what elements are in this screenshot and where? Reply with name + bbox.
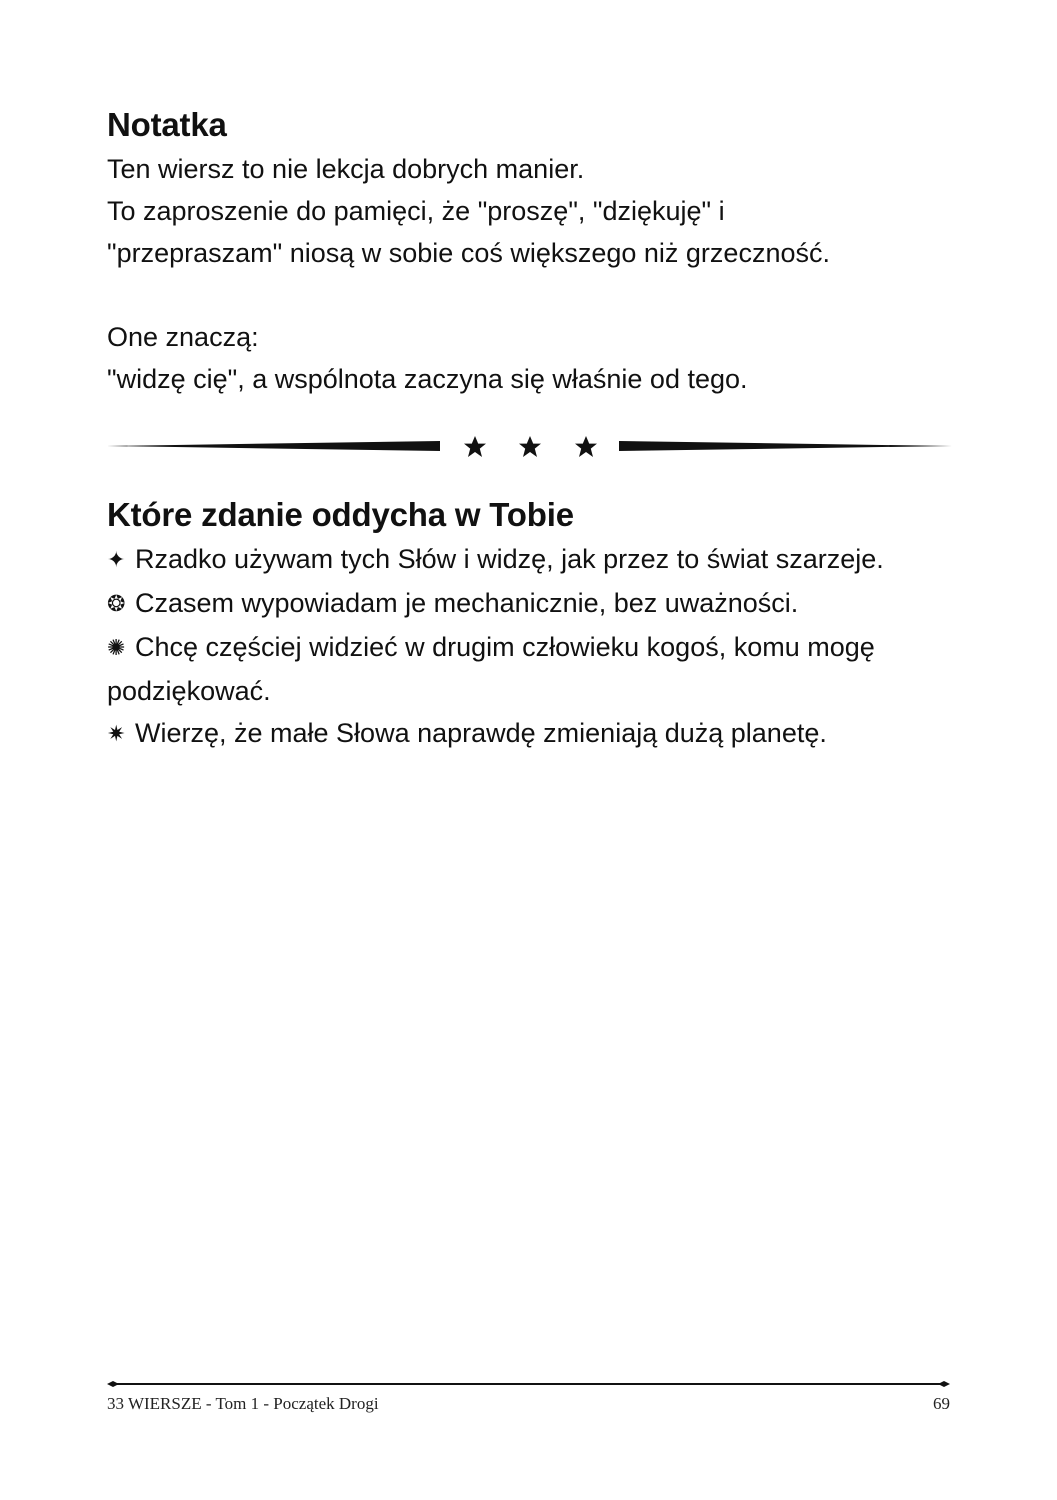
diamond-icon (107, 1381, 119, 1387)
star-divider (107, 426, 952, 466)
page-number: 69 (933, 1394, 950, 1413)
diamond-icon (938, 1381, 950, 1387)
note-line: Ten wiersz to nie lekcja dobrych manier. (107, 154, 585, 184)
divider-left-line (107, 441, 440, 451)
paragraph-gap (107, 274, 952, 316)
reflection-heading: Które zdanie oddycha w Tobie (107, 496, 574, 533)
asterisk-icon: ✺ (107, 636, 126, 661)
footer-text-row (107, 1394, 950, 1414)
flower-icon: ❂ (107, 592, 126, 617)
reflection-option (107, 626, 952, 712)
four-pointed-star-icon: ✦ (107, 548, 126, 573)
book-title: 33 WIERSZE - Tom 1 - Początek Drogi (107, 1394, 379, 1413)
reflection-section (107, 492, 952, 756)
note-section (107, 102, 952, 400)
eight-pointed-star-icon: ✷ (107, 722, 126, 747)
note-line: "przepraszam" niosą w sobie coś większego niż grzeczność. (107, 238, 830, 268)
option-text: Rzadko używam tych Słów i widzę, jak przez to świat szarzeje. (135, 544, 884, 574)
note-line: One znaczą: (107, 322, 259, 352)
note-line: To zaproszenie do pamięci, że "proszę", "dziękuję" i (107, 196, 725, 226)
page-footer (107, 1378, 950, 1414)
reflection-option (107, 712, 952, 756)
reflection-option (107, 538, 952, 582)
reflection-option (107, 582, 952, 626)
star-icon (519, 436, 541, 457)
divider-right-line (619, 441, 952, 451)
note-line: "widzę cię", a wspólnota zaczyna się właśnie od tego. (107, 364, 748, 394)
star-icon (464, 436, 486, 457)
option-text: Czasem wypowiadam je mechanicznie, bez uważności. (135, 588, 799, 618)
option-text: Chcę częściej widzieć w drugim człowieku kogoś, komu mogę podziękować. (107, 632, 875, 706)
star-icon (575, 436, 597, 457)
option-text: Wierzę, że małe Słowa naprawdę zmieniają dużą planetę. (135, 718, 827, 748)
footer-rule (107, 1378, 950, 1390)
page-content (107, 102, 952, 756)
note-heading: Notatka (107, 106, 227, 143)
